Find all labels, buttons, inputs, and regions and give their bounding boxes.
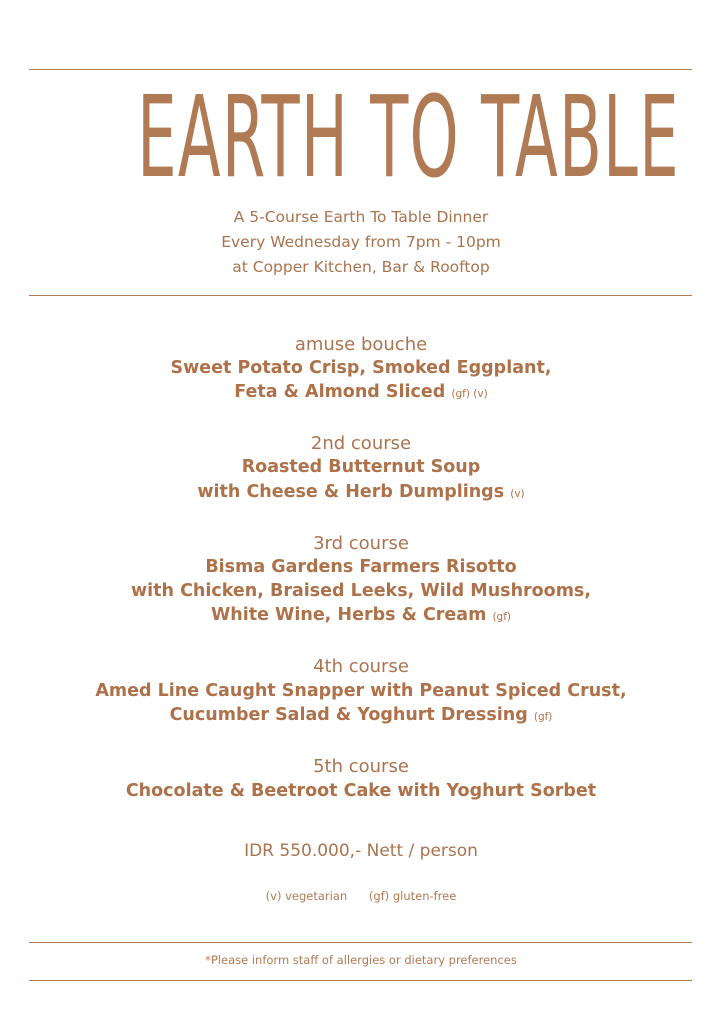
allergy-notice: *Please inform staff of allergies or dietary preferences [205,953,517,967]
dish-line: Sweet Potato Crisp, Smoked Eggplant, [170,358,552,378]
menu-title: EARTH TO TABLE [137,73,680,203]
dietary-note: (v) [510,488,525,500]
dietary-note: (gf) [492,611,512,623]
price: IDR 550.000,- Nett / person [244,841,478,861]
course-heading: 3rd course [313,533,409,554]
subtitle-line-3: at Copper Kitchen, Bar & Rooftop [232,258,490,276]
dish-text: Feta & Almond Sliced [234,382,446,402]
dish-line [0,603,722,630]
footer-bottom-divider [29,980,692,981]
dish-line [0,703,722,730]
dish-line [0,380,722,407]
dish-line: Amed Line Caught Snapper with Peanut Spiced Crust, [95,681,627,701]
subtitle-line-2: Every Wednesday from 7pm - 10pm [221,233,501,251]
course-heading: 2nd course [310,433,412,454]
legend-gluten-free: (gf) gluten-free [368,889,457,903]
legend-vegetarian: (v) vegetarian [265,889,348,903]
dish-line [0,480,722,507]
header-divider [29,295,692,296]
course-heading: 4th course [313,656,409,677]
dietary-note: (gf) [533,711,553,723]
dietary-note: (gf) (v) [451,388,488,400]
dish-line: Bisma Gardens Farmers Risotto [205,557,517,577]
top-divider [29,69,692,70]
course-heading: amuse bouche [294,334,428,355]
subtitle-line-1: A 5-Course Earth To Table Dinner [233,208,489,226]
footer-top-divider [29,942,692,943]
dish-line: Chocolate & Beetroot Cake with Yoghurt Sorbet [125,781,597,801]
dietary-legend [0,888,722,904]
dish-text: Cucumber Salad & Yoghurt Dressing [169,705,528,725]
dish-line: Roasted Butternut Soup [241,457,481,477]
dish-text: White Wine, Herbs & Cream [210,605,487,625]
dish-text: with Cheese & Herb Dumplings [197,482,505,502]
dish-line: with Chicken, Braised Leeks, Wild Mushrooms, [131,581,591,601]
course-heading: 5th course [313,756,409,777]
